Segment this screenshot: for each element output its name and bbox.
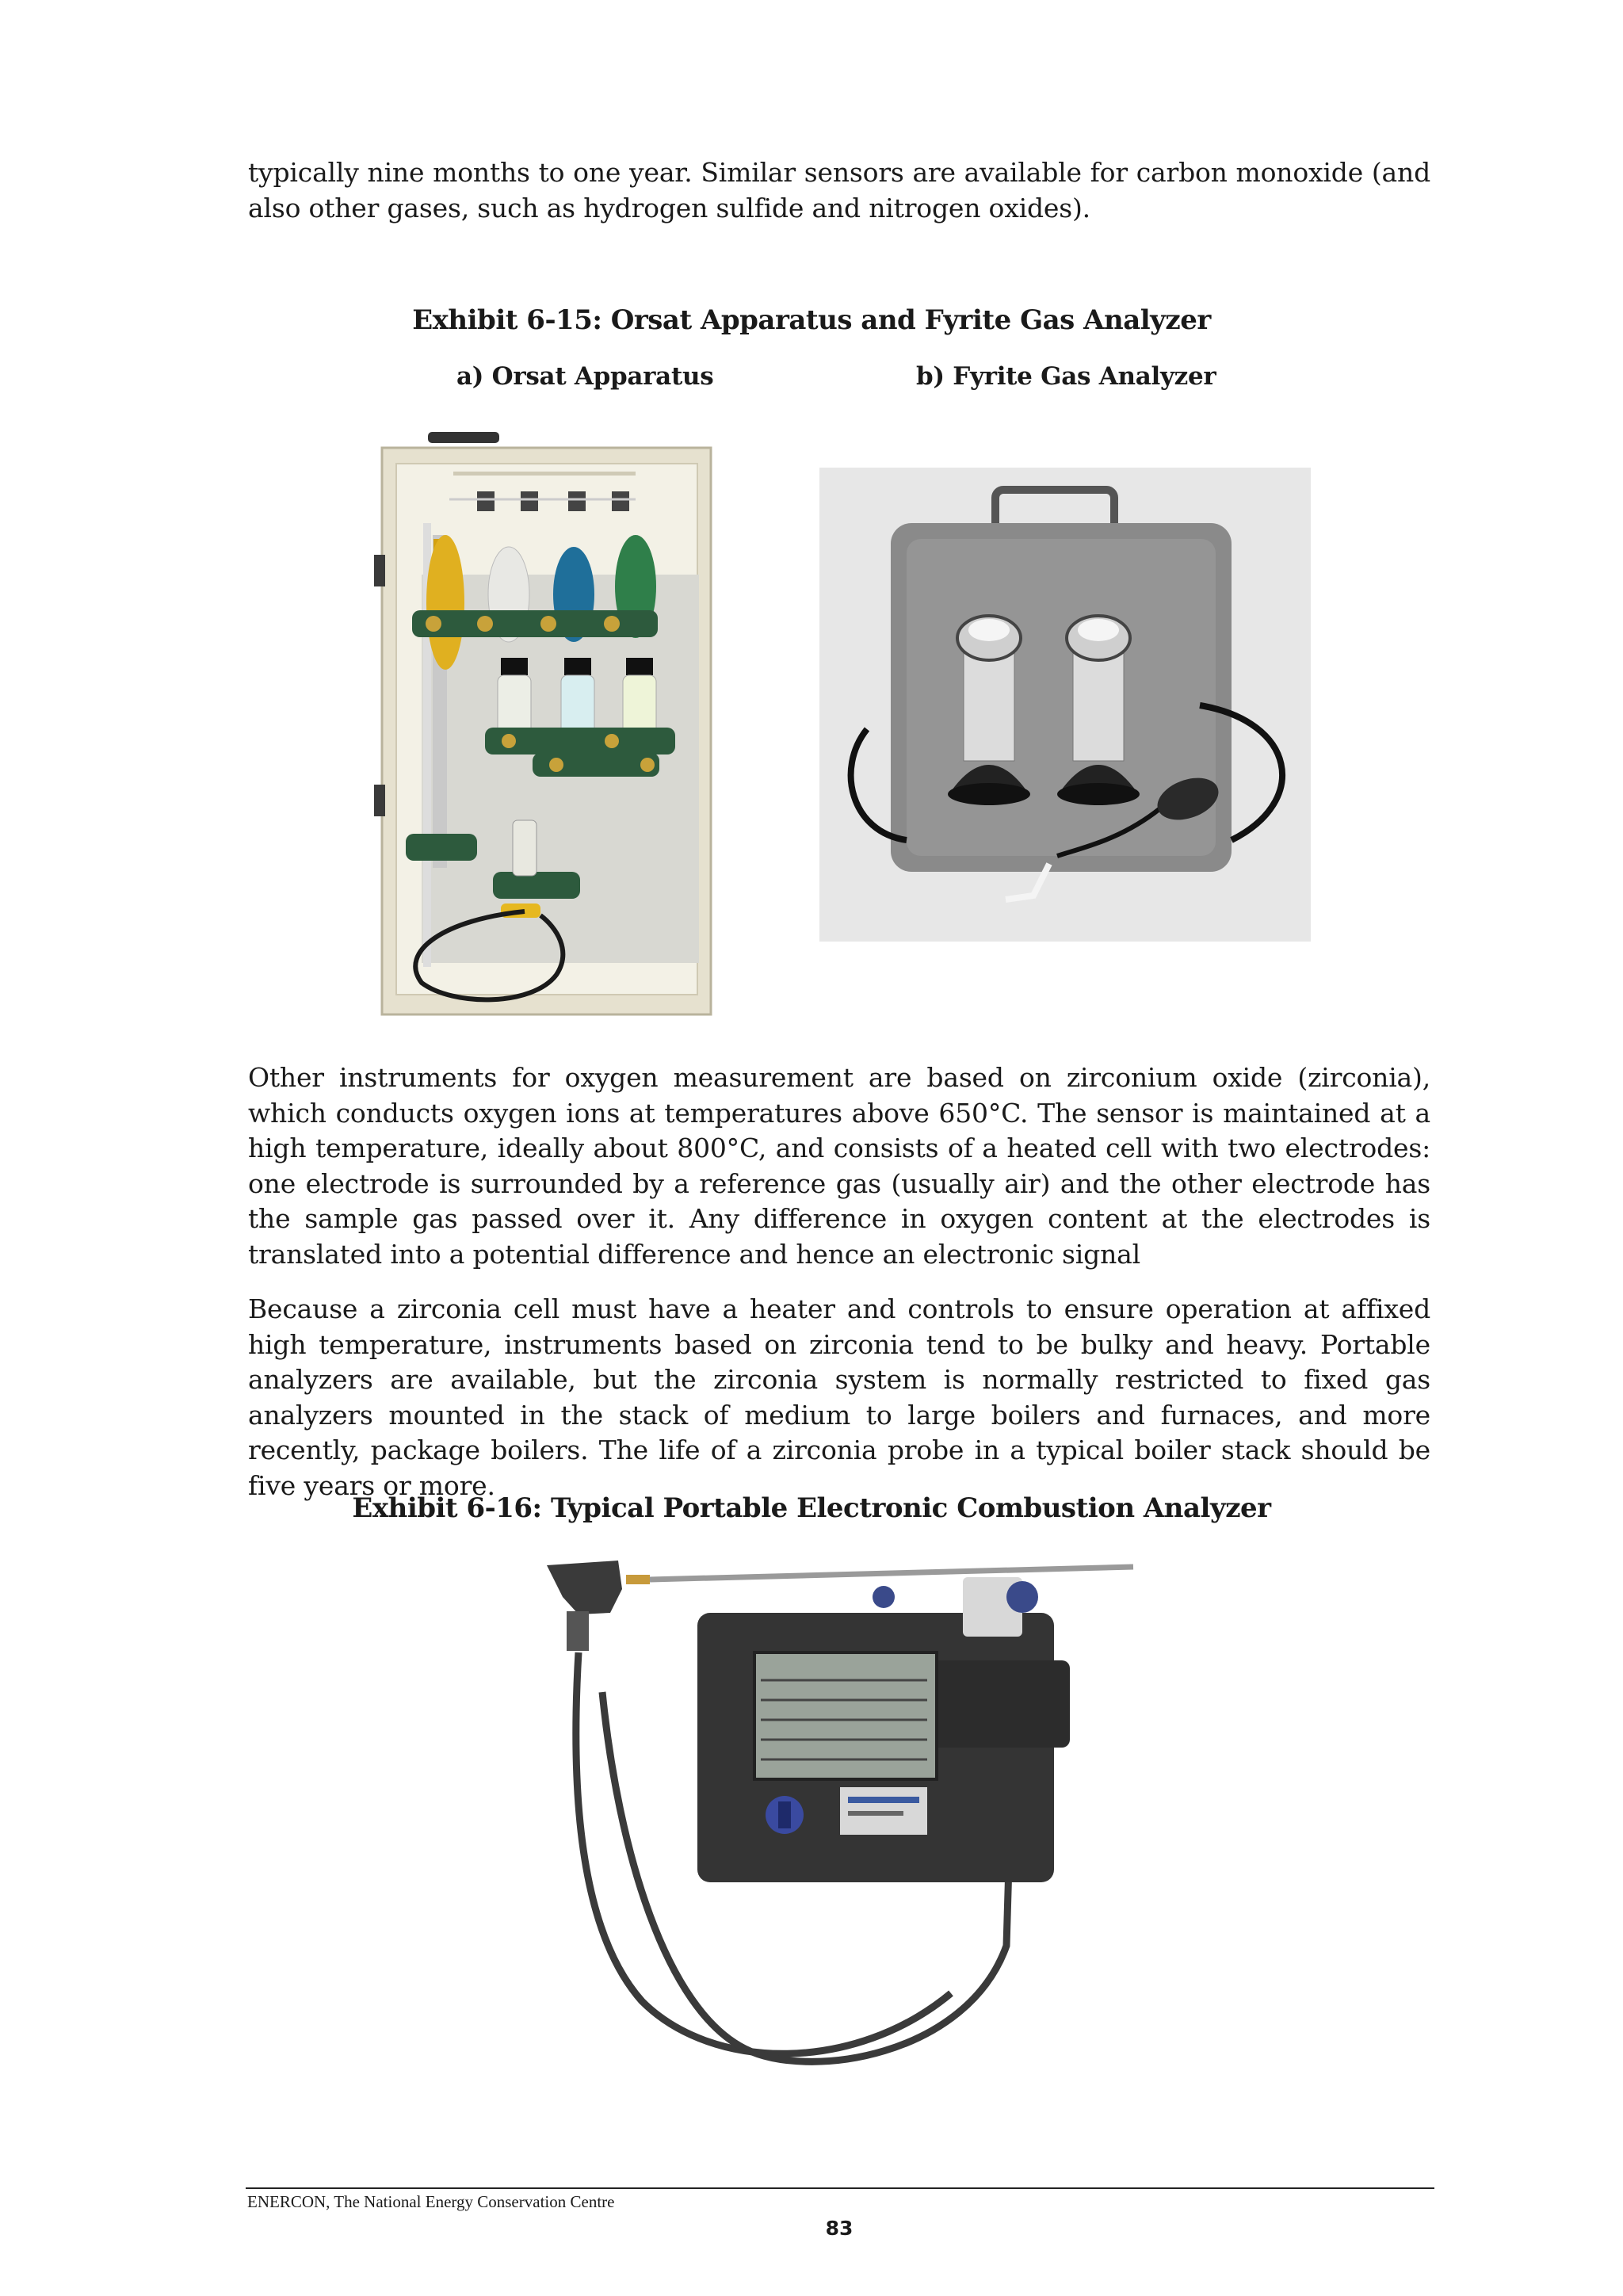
zirconia-paragraph-1: Other instruments for oxygen measurement are based on zirconium oxide (zirconia), which conducts oxygen ions at temperatures above 650°C. The sensor is maintained at a high temperature, ideally about 800°C, and consists of a heated cell with two electrodes: one electrode is surrounded by a reference gas (usually air) and the other electrode has the sample gas passed over it. Any difference in oxygen content at the electrodes is translated into a potential difference and hence an electronic signal	[248, 1062, 1430, 1270]
caption-orsat-apparatus: a) Orsat Apparatus	[456, 362, 714, 391]
exhibit-6-15-title: Exhibit 6-15: Orsat Apparatus and Fyrite Gas Analyzer	[412, 304, 1211, 336]
fyrite-gas-analyzer-image	[819, 468, 1311, 942]
exhibit-6-16-title: Exhibit 6-16: Typical Portable Electronic Combustion Analyzer	[352, 1492, 1271, 1524]
footer-organization: ENERCON, The National Energy Conservation Centre	[247, 2192, 615, 2211]
footer-rule	[246, 2187, 1434, 2189]
caption-fyrite-gas-analyzer: b) Fyrite Gas Analyzer	[916, 362, 1216, 391]
page-number: 83	[825, 2217, 854, 2240]
combustion-analyzer-image	[523, 1549, 1149, 2096]
orsat-apparatus-image	[374, 428, 723, 1018]
zirconia-paragraph-2: Because a zirconia cell must have a heater and controls to ensure operation at affixed high temperature, instruments based on zirconia tend to be bulky and heavy. Portable analyzers are available, but the zirconia system is normally restricted to fixed gas analyzers mounted in the stack of medium to large boilers and furnaces, and more recently, package boilers. The life of a zirconia probe in a typical boiler stack should be five years or more.	[248, 1293, 1430, 1501]
intro-paragraph: typically nine months to one year. Similar sensors are available for carbon monoxide (and also other gases, such as hydrogen sulfide and nitrogen oxides).	[248, 157, 1430, 223]
